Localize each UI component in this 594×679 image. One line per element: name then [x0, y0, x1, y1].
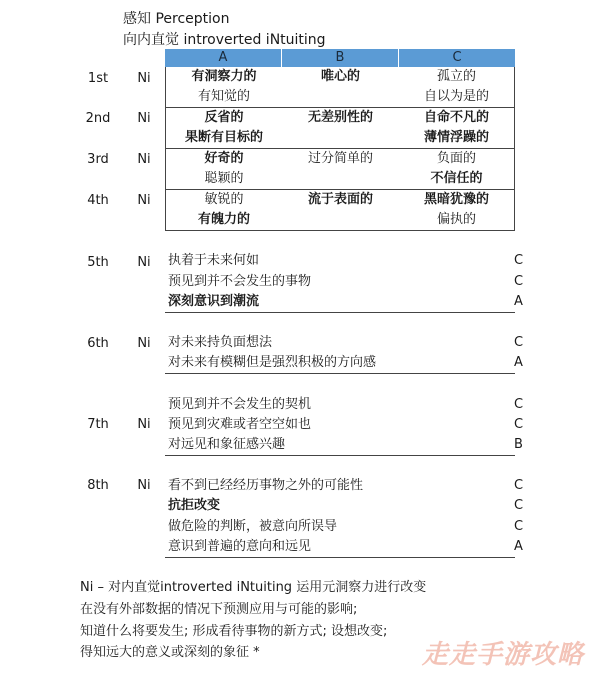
grade-label: C: [514, 274, 524, 289]
group-divider: [165, 455, 515, 456]
cell-a: 聪颖的: [204, 171, 244, 186]
grade-label: A: [514, 355, 523, 370]
list-item: 深刻意识到潮流: [168, 294, 260, 309]
list-item: 抗拒改变: [168, 498, 221, 513]
cell-c: 偏执的: [436, 212, 476, 227]
grade-label: C: [514, 397, 524, 412]
rank-label: 8th: [87, 478, 109, 493]
group-divider: [165, 312, 515, 313]
grade-label: A: [514, 294, 523, 309]
list-item: 对未来持负面想法: [168, 335, 273, 350]
cell-c: 自命不凡的: [423, 110, 489, 125]
rank-label: 1st: [87, 71, 109, 86]
function-label: Ni: [137, 336, 151, 351]
cell-a: 敏锐的: [204, 192, 244, 207]
group-divider: [165, 373, 515, 374]
cell-a: 有洞察力的: [191, 69, 257, 84]
cell-a: 好奇的: [204, 151, 244, 166]
function-label: Ni: [137, 111, 151, 126]
cell-a: 有魄力的: [197, 212, 250, 227]
cell-b: 过分简单的: [307, 151, 373, 166]
list-item: 意识到普遍的意向和远见: [168, 539, 312, 554]
function-label: Ni: [137, 193, 151, 208]
grade-label: C: [514, 478, 524, 493]
rank-label: 7th: [87, 417, 109, 432]
function-label: Ni: [137, 255, 151, 270]
rank-label: 3rd: [87, 152, 109, 167]
cell-a: 果断有目标的: [184, 130, 263, 145]
function-label: Ni: [137, 71, 151, 86]
list-item: 执着于未来何如: [168, 253, 260, 268]
list-item: 对未来有模糊但是强烈积极的方向感: [168, 355, 377, 370]
footer-line: 知道什么将要发生; 形成看待事物的新方式; 设想改变;: [80, 624, 388, 639]
footer-line: 得知远大的意义或深刻的象征 *: [80, 645, 260, 660]
page-subtitle: 向内直觉 introverted iNtuiting: [123, 32, 326, 48]
cell-c: 薄情浮躁的: [423, 130, 489, 145]
cell-c: 孤立的: [436, 69, 476, 84]
cell-a: 有知觉的: [197, 89, 250, 104]
footer-line: 在没有外部数据的情况下预测应用与可能的影响;: [80, 602, 358, 617]
grade-label: C: [514, 519, 524, 534]
cell-b: 唯心的: [320, 69, 360, 84]
function-label: Ni: [137, 417, 151, 432]
grade-label: C: [514, 498, 524, 513]
grade-label: C: [514, 335, 524, 350]
column-header-b: B: [282, 49, 399, 67]
rank-label: 5th: [87, 255, 109, 270]
list-item: 预见到并不会发生的事物: [168, 274, 312, 289]
column-header-c: C: [399, 49, 515, 67]
function-label: Ni: [137, 152, 151, 167]
cell-b: 流于表面的: [307, 192, 373, 207]
page-title: 感知 Perception: [123, 11, 230, 27]
list-item: 看不到已经经历事物之外的可能性: [168, 478, 364, 493]
cell-c: 不信任的: [430, 171, 483, 186]
grade-label: C: [514, 417, 524, 432]
grade-label: C: [514, 253, 524, 268]
cell-c: 黑暗犹豫的: [423, 192, 489, 207]
column-header-a: A: [165, 49, 282, 67]
rank-label: 6th: [87, 336, 109, 351]
group-divider: [165, 557, 515, 558]
cell-c: 自以为是的: [423, 89, 489, 104]
list-item: 预见到灾难或者空空如也: [168, 417, 312, 432]
watermark-logo: 走走手游攻略: [421, 640, 584, 670]
function-label: Ni: [137, 478, 151, 493]
grade-label: A: [514, 539, 523, 554]
list-item: 做危险的判断，被意向所误导: [168, 519, 338, 534]
list-item: 对远见和象征感兴趣: [168, 437, 286, 452]
row-divider: [165, 230, 515, 231]
cell-b: 无差别性的: [307, 110, 373, 125]
rank-label: 4th: [87, 193, 109, 208]
footer-line: Ni – 对内直觉introverted iNtuiting 运用元洞察力进行改变: [80, 580, 427, 595]
grade-label: B: [514, 437, 523, 452]
cell-c: 负面的: [436, 151, 476, 166]
cell-a: 反省的: [204, 110, 244, 125]
list-item: 预见到并不会发生的契机: [168, 397, 312, 412]
rank-label: 2nd: [85, 111, 111, 126]
